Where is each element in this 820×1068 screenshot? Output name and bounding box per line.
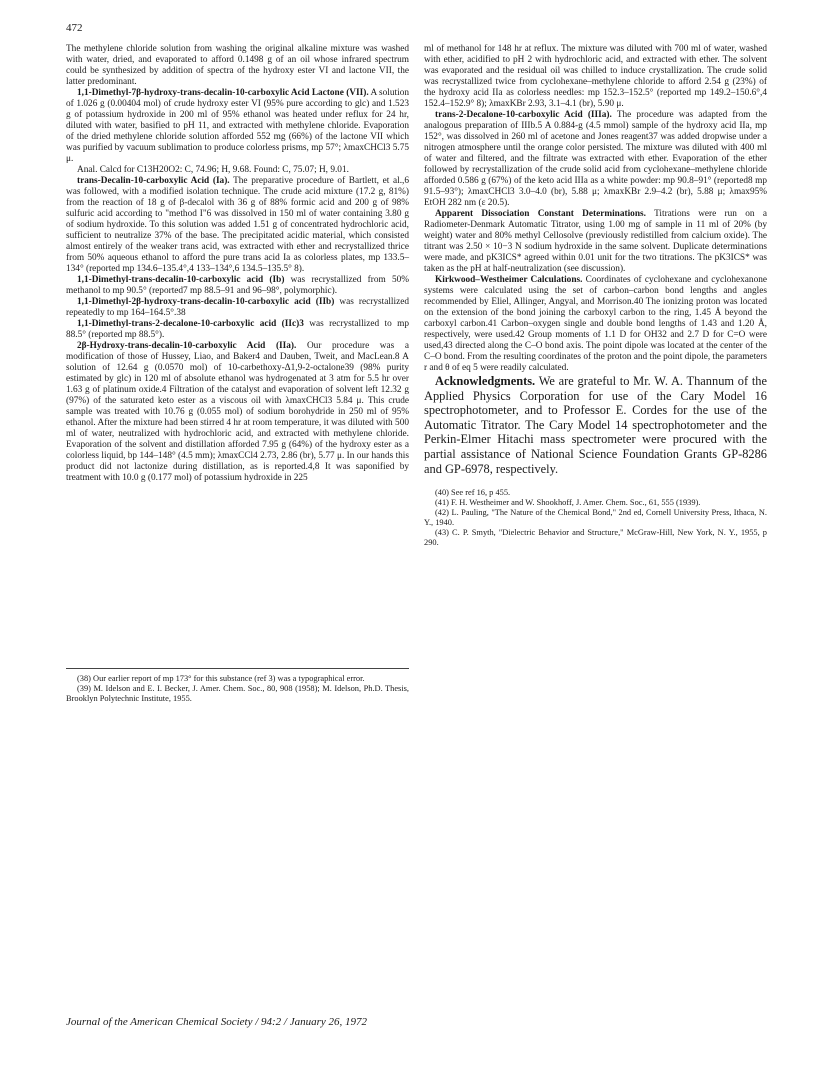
footnote: (42) L. Pauling, "The Nature of the Chemical Bond," 2nd ed, Cornell University Press, Ithaca, N. Y., 1940. (424, 508, 767, 528)
section-heading: 1,1-Dimethyl-2β-hydroxy-trans-decalin-10-carboxylic acid (IIb) (77, 297, 335, 307)
page-number: 472 (66, 22, 83, 34)
paragraph-text: was recrystallized repeatedly to mp 164–164.5°.38 (66, 297, 409, 318)
paragraph-text: The methylene chloride solution from washing the original alkaline mixture was washed with water, dried, and evaporated to afford 0.1498 g of an oil whose infrared spectrum could be synthesized by addition of spectra of the hydroxy ester VI and lactone VII, the latter predominant. (66, 44, 409, 87)
paragraph-text: ml of methanol for 148 hr at reflux. The mixture was diluted with 700 ml of water, washed with ether, acidified to pH 2 with hydrochloric acid, and extracted with ether. The solvent was evaporated and the residual oil was chilled to induce crystallization. The crude solid was recrystallized twice from cyclohexane–methylene chloride to afford 2.54 g (23%) of the hydroxy acid IIa as colorless needles: mp 152.3–152.5° (reported mp 149.2–150.6°,4 152.4–152.9° 8); λmaxKBr 2.93, 3.1–4.1 (br), 5.90 μ. (424, 44, 767, 109)
paragraph (66, 341, 409, 484)
journal-footer: Journal of the American Chemical Society / 94:2 / January 26, 1972 (66, 1016, 368, 1028)
footnotes (424, 488, 767, 548)
paragraph (66, 165, 409, 176)
acknowledgments-text: We are grateful to Mr. W. A. Thannum of the Applied Physics Corporation for use of the Cary Model 16 spectrophotometer, and to Professor E. Cordes for the use of the Automatic Titrator. The Cary Model 14 spectrophotometer and the Perkin-Elmer Hitachi mass spectrometer were procured with the partial assistance of National Science Foundation Grants GP-8286 and GP-6978, respectively. (424, 374, 767, 476)
paragraph-text: was recrystallized to mp 88.5° (reported mp 88.5°). (66, 319, 409, 340)
paragraph-text: Coordinates of cyclohexane and cyclohexanone systems were calculated using the set of carbon–carbon bond lengths and angles recommended by Eliel, Allinger, Angyal, and Morrison.40 The ionizing proton was located on the extension of the bond joining the carboxyl carbon to the ring, 1.45 Å beyond the carboxyl carbon.41 Carbon–oxygen single and double bond lengths of 1.43 and 1.20 Å, respectively, were used.42 Group moments of 1.1 D for OH32 and 2.7 D for C=O were used,43 directed along the C–O bond axis. The point dipole was located at the center of the C–O bond. From the resulting coordinates of the proton and the point dipole, the parameters r and θ of eq 5 were readily calculated. (424, 275, 767, 373)
footnotes (66, 659, 409, 704)
paragraph (66, 44, 409, 88)
paragraph-text: Titrations were run on a Radiometer-Denmark Automatic Titrator, using 1.00 mg of sample in 11 ml of 20% (by weight) water and 80% methyl Cellosolve (previously redistilled from calcium oxide). The titrant was 2.50 × 10−3 N sodium hydroxide in the same solvent. Duplicate determinations were made, and pK3ICS* agreed within 0.01 unit for the two titrations. The pK3ICS* was taken as the pH at half-neutralization (see discussion). (424, 209, 767, 274)
acknowledgments-heading: Acknowledgments. (435, 374, 536, 388)
right-column (424, 44, 767, 548)
paragraph-text: The preparative procedure of Bartlett, et al.,6 was followed, with a modified isolation technique. The crude acid mixture (17.2 g, 81%) from the reaction of 18 g of β-decalol with 36 g of 88% formic acid and 200 g of 98% sulfuric acid according to "method I"6 was dissolved in 150 ml of water containing 3.80 g of sodium hydroxide. To this solution was added 1.51 g of concentrated hydrochloric acid, sufficient to neutralize 37% of the base. The precipitated acidic material, which consisted almost entirely of the weaker trans acid, was extracted with ether and recrystallized thrice from 50% aqueous ethanol to afford the pure trans acid Ia as colorless plates, mp 133.5–134° (reported mp 134.6–135.4°,4 133–134°,6 134.5–135.5° 8). (66, 176, 409, 274)
acknowledgments (424, 374, 767, 476)
footnote: (43) C. P. Smyth, "Dielectric Behavior and Structure," McGraw-Hill, New York, N. Y., 1955, p 290. (424, 528, 767, 548)
footnote-divider (66, 668, 409, 669)
paragraph-text: The procedure was adapted from the analogous preparation of IIIb.5 A 0.884-g (4.5 mmol) sample of the hydroxy acid IIa, mp 152°, was dissolved in 260 ml of acetone and Jones reagent37 was added dropwise under a nitrogen atmosphere until the orange color persisted. The mixture was diluted with 400 ml of water and filtered, and the filtrate was extracted with ether. Evaporation of the ether followed by recrystallization of the crude solid acid from cyclohexane–methylene chloride afforded 0.586 g (67%) of the keto acid IIIa as a white powder: mp 90.8–91° (reported8 mp 91.5–93°); λmaxCHCl3 3.0–4.0 (br), 5.88 μ; λmaxKBr 2.9–4.2 (br), 5.88 μ; λmax95% EtOH 282 nm (ε 20.5). (424, 110, 767, 208)
section-heading: 2β-Hydroxy-trans-decalin-10-carboxylic Acid (IIa). (77, 341, 297, 351)
paragraph-text: Our procedure was a modification of those of Hussey, Liao, and Baker4 and Dauben, Tweit, and MacLean.8 A solution of 12.64 g (0.0570 mol) of 10-carbethoxy-Δ1,9-2-octalone39 (98% purity estimated by glc) in 120 ml of absolute ethanol was hydrogenated at 3 atm for 5.5 hr over 1.63 g of platinum oxide.4 Filtration of the catalyst and evaporation of solvent left 12.32 g (97%) of the saturated keto ester as a viscous oil with λmaxCHCl3 5.84 μ. This crude sample was treated with 10.76 g (0.055 mol) of sodium borohydride in 250 ml of 95% ethanol. After the mixture had been stirred 4 hr at room temperature, it was diluted with 500 ml of water, neutralized with hydrochloric acid, and extracted with methylene chloride. Evaporation of the solvent and distillation afforded 7.95 g (64%) of the hydroxy ester as a colorless liquid, bp 144–148° (4.5 mm); λmaxCCl4 2.73, 2.86 (br), 5.77 μ. In our hands this product did not lactonize during distillation, as is reported.4,8 It was saponified by treatment with 10.0 g (0.177 mol) of potassium hydroxide in 225 (66, 341, 409, 483)
section-heading: Kirkwood–Westheimer Calculations. (435, 275, 583, 285)
section-heading: 1,1-Dimethyl-trans-2-decalone-10-carboxylic acid (IIc)3 (77, 319, 304, 329)
paragraph (424, 275, 767, 374)
section-heading: trans-2-Decalone-10-carboxylic Acid (IIIa). (435, 110, 612, 120)
section-heading: 1,1-Dimethyl-7β-hydroxy-trans-decalin-10-carboxylic Acid Lactone (VII). (77, 88, 369, 98)
left-column (66, 44, 410, 703)
paragraph (424, 44, 767, 110)
section-heading: trans-Decalin-10-carboxylic Acid (Ia). (77, 176, 230, 186)
paragraph (66, 275, 409, 297)
footnote: (38) Our earlier report of mp 173° for this substance (ref 3) was a typographical error. (77, 674, 365, 683)
paragraph (66, 319, 409, 341)
paragraph (424, 209, 767, 275)
paragraph-text: A solution of 1.026 g (0.00404 mol) of crude hydroxy ester VI (95% pure according to glc) and 1.523 g of potassium hydroxide in 200 ml of 95% ethanol was heated under reflux for 24 hr, diluted with water, basified to pH 11, and extracted with methylene chloride. Evaporation of the dried methylene chloride solution afforded 552 mg (66%) of the lactone VII which was purified by vacuum sublimation to produce colorless prisms, mp 57°; λmaxCHCl3 5.75 μ. (66, 88, 410, 164)
footnote: (40) See ref 16, p 455. (435, 488, 511, 498)
paragraph-text: was recrystallized from 50% methanol to mp 90.5° (reported7 mp 88.5–91 and 96–98°, polymorphic). (66, 275, 409, 296)
section-heading: Apparent Dissociation Constant Determinations. (435, 209, 646, 219)
paragraph (66, 297, 409, 319)
paragraph (66, 88, 409, 165)
footnote: (41) F. H. Westheimer and W. Shookhoff, J. Amer. Chem. Soc., 61, 555 (1939). (435, 498, 701, 508)
footnote: (39) M. Idelson and E. I. Becker, J. Amer. Chem. Soc., 80, 908 (1958); M. Idelson, Ph.D. Thesis, Brooklyn Polytechnic Institute, 1955. (66, 684, 409, 703)
paragraph-text: Anal. Calcd for C13H20O2: C, 74.96; H, 9.68. Found: C, 75.07; H, 9.01. (77, 165, 349, 175)
paragraph (424, 110, 767, 209)
section-heading: 1,1-Dimethyl-trans-decalin-10-carboxylic acid (Ib) (77, 275, 285, 285)
paragraph (66, 176, 409, 275)
